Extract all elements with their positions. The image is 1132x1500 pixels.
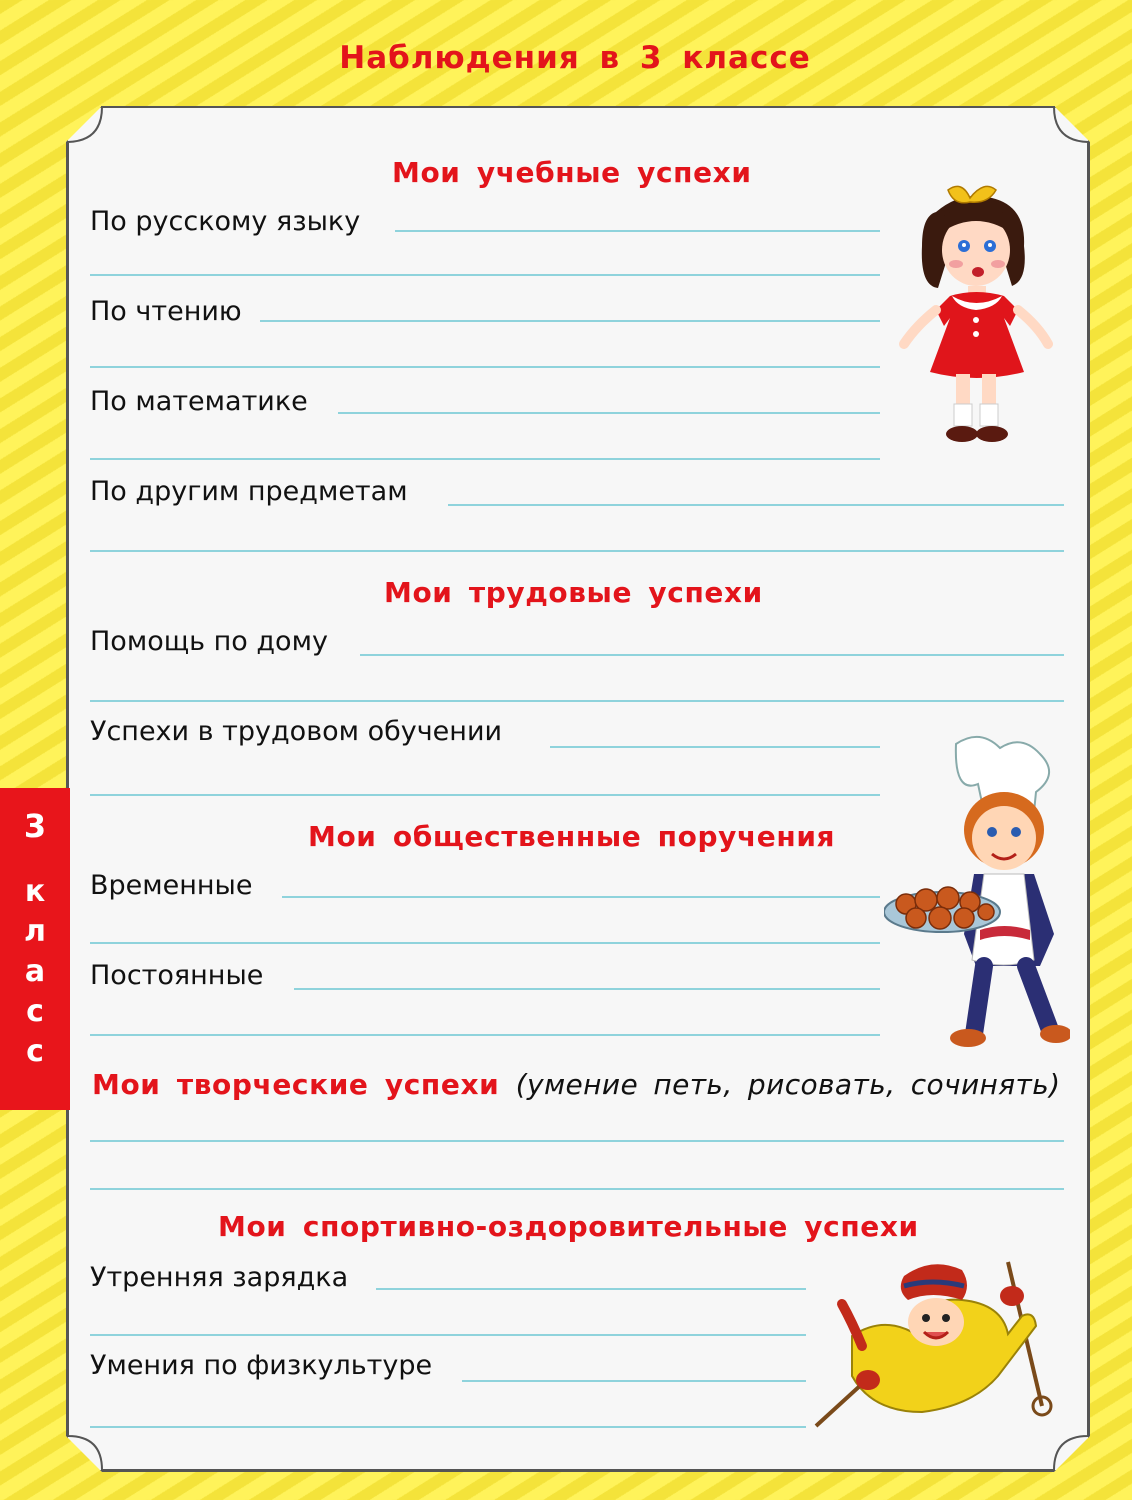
section-title-sport: Мои спортивно-оздоровительные успехи (218, 1210, 919, 1243)
chef-boy-illustration (884, 734, 1070, 1052)
creative-title-text: Мои творческие успехи (92, 1068, 500, 1101)
answer-line[interactable] (462, 1380, 806, 1382)
answer-line[interactable] (550, 746, 880, 748)
creative-note: (умение петь, рисовать, сочинять) (515, 1068, 1061, 1101)
section-title-social: Мои общественные поручения (308, 820, 836, 853)
answer-line[interactable] (260, 320, 880, 322)
field-label-house-help: Помощь по дому (90, 626, 328, 657)
side-tab-letter: л (24, 914, 46, 949)
answer-line[interactable] (282, 896, 880, 898)
answer-line[interactable] (294, 988, 880, 990)
answer-line[interactable] (360, 654, 1064, 656)
side-tab-letter: к (24, 874, 46, 909)
answer-line[interactable] (90, 1140, 1064, 1142)
skier-illustration (812, 1256, 1062, 1432)
field-label-labor-training: Успехи в трудовом обучении (90, 716, 503, 747)
answer-line[interactable] (90, 1334, 806, 1336)
answer-line[interactable] (90, 366, 880, 368)
side-tab-letter: а (24, 954, 46, 989)
answer-line[interactable] (90, 274, 880, 276)
answer-line[interactable] (90, 550, 1064, 552)
side-tab-letter: с (26, 1034, 44, 1069)
answer-line[interactable] (90, 1034, 880, 1036)
field-label-math: По математике (90, 386, 308, 417)
section-title-labor: Мои трудовые успехи (384, 576, 763, 609)
side-tab-digit: 3 (23, 807, 47, 845)
section-title-study: Мои учебные успехи (392, 156, 752, 189)
answer-line[interactable] (338, 412, 880, 414)
answer-line[interactable] (395, 230, 880, 232)
answer-line[interactable] (90, 942, 880, 944)
answer-line[interactable] (90, 1426, 806, 1428)
answer-line[interactable] (376, 1288, 806, 1290)
answer-line[interactable] (90, 458, 880, 460)
side-tab-letter: с (26, 994, 44, 1029)
answer-line[interactable] (90, 794, 880, 796)
answer-line[interactable] (448, 504, 1064, 506)
field-label-morning-exercise: Утренняя зарядка (90, 1262, 349, 1293)
field-label-other-subjects: По другим предметам (90, 476, 408, 507)
field-label-permanent: Постоянные (90, 960, 264, 991)
girl-illustration (892, 176, 1062, 460)
answer-line[interactable] (90, 700, 1064, 702)
class-side-tab (0, 788, 70, 1110)
section-title-creative (92, 1068, 1060, 1101)
field-label-russian: По русскому языку (90, 206, 361, 237)
field-label-pe-skills: Умения по физкультуре (90, 1350, 433, 1381)
answer-line[interactable] (90, 1188, 1064, 1190)
page-title: Наблюдения в 3 классе (339, 40, 811, 76)
field-label-temporary: Временные (90, 870, 253, 901)
field-label-reading: По чтению (90, 296, 242, 327)
